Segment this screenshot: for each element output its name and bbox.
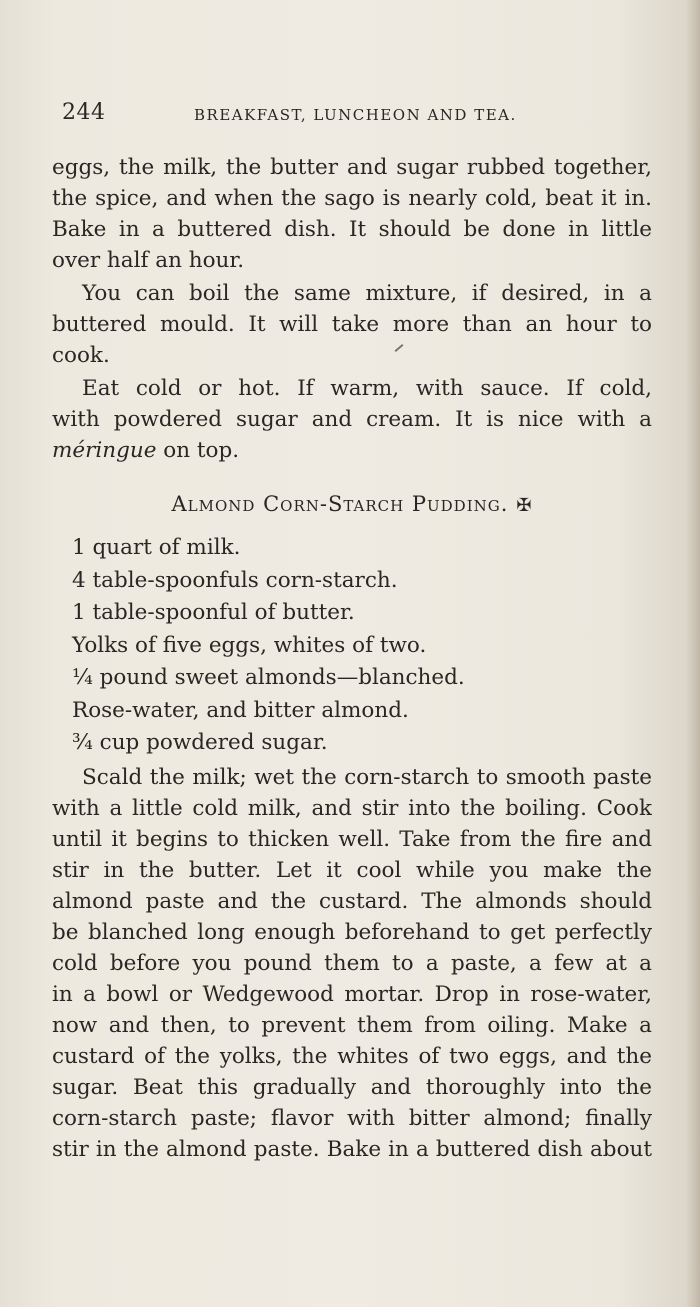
text-line: stir in the butter. Let it cool while you make the [52, 857, 652, 883]
text-line: now and then, to prevent them from oiling. Make a [52, 1012, 652, 1038]
ingredient-list [52, 532, 652, 760]
text-line: buttered mould. It will take more than an hour to [52, 312, 652, 337]
paragraph-directions [52, 762, 652, 1165]
text-line: You can boil the same mixture, if desired, in a [82, 281, 652, 306]
text-line: almond paste and the custard. The almonds should [52, 888, 652, 914]
page-number: 244 [62, 100, 106, 125]
text-line: sugar. Beat this gradually and thoroughly into the [52, 1074, 652, 1100]
ingredient-item: Yolks of five eggs, whites of two. [72, 632, 427, 658]
ingredient-item: ¼ pound sweet almonds—blanched. [72, 665, 465, 690]
recipe-title-text: Almond Corn-Starch Pudding. [171, 492, 509, 516]
recipe-title [52, 488, 652, 522]
text-line: stir in the almond paste. Bake in a buttered dish about [52, 1136, 652, 1162]
text-line: until it begins to thicken well. Take from the fire and [52, 826, 652, 852]
ingredient-item: 1 table-spoonful of butter. [72, 600, 355, 625]
ingredient-item: ¾ cup powdered sugar. [72, 730, 328, 755]
ingredient-item: Rose-water, and bitter almond. [72, 697, 409, 723]
page-header [62, 100, 622, 136]
ingredient-item: 1 quart of milk. [72, 535, 241, 560]
text-line: the spice, and when the sago is nearly cold, beat it in. [52, 186, 652, 211]
text-line: Eat cold or hot. If warm, with sauce. If cold, [82, 376, 652, 401]
text-line [52, 435, 652, 466]
text-line: eggs, the milk, the butter and sugar rubbed together, [52, 155, 652, 180]
text-line: Bake in a buttered dish. It should be done in little [52, 217, 652, 242]
text-line: over half an hour. [52, 248, 245, 273]
cross-mark-icon: ✠ [516, 495, 533, 516]
paragraph-boil-mould [52, 278, 652, 371]
text-line: with a little cold milk, and stir into the boiling. Cook [52, 795, 652, 821]
ingredient-item: 4 table-spoonfuls corn-starch. [72, 567, 398, 593]
paragraph-sago-continued [52, 152, 652, 276]
italic-word: méringue [52, 438, 157, 463]
text-line: Scald the milk; wet the corn-starch to smooth paste [82, 764, 652, 790]
text-line: with powdered sugar and cream. It is nice with a [52, 407, 652, 432]
text-fragment: on top. [156, 438, 240, 463]
text-line: cold before you pound them to a paste, a few at a [52, 950, 652, 976]
paragraph-serving [52, 373, 652, 466]
text-line: in a bowl or Wedgewood mortar. Drop in rose-water, [52, 981, 652, 1007]
text-line: custard of the yolks, the whites of two eggs, and the [52, 1043, 652, 1069]
text-line: be blanched long enough beforehand to get perfectly [52, 919, 652, 945]
text-line: corn-starch paste; flavor with bitter almond; finally [52, 1105, 652, 1131]
running-head: BREAKFAST, LUNCHEON AND TEA. [194, 106, 517, 124]
text-line: cook. [52, 343, 110, 368]
page-spine-shadow [686, 0, 700, 1307]
page-body [52, 152, 652, 1165]
